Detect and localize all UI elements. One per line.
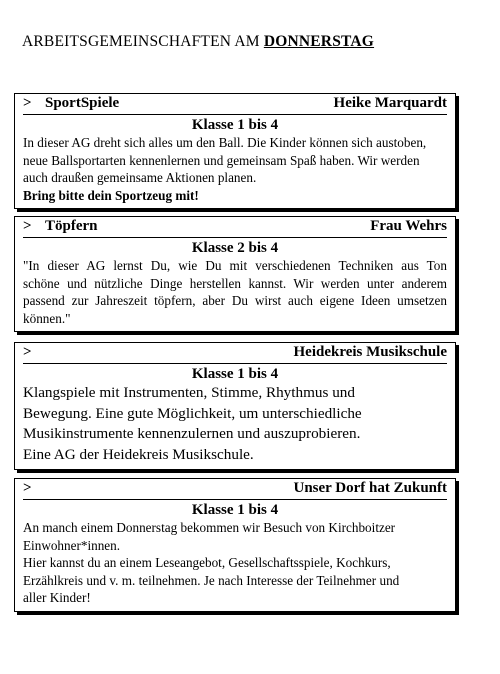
ag-note: Bring bitte dein Sportzeug mit! — [23, 187, 199, 203]
ag-title: SportSpiele — [45, 95, 120, 111]
arrow-marker: > — [23, 218, 32, 234]
ag-card-unser-dorf — [14, 478, 456, 612]
description-line: Hier kannst du an einem Leseangebot, Gesellschaftsspiele, Kochkurs, — [23, 555, 391, 570]
description-line: neue Ballsportarten kennenlernen und gemeinsam Spaß haben. Wir werden — [23, 152, 420, 168]
description-line: Musikinstrumente kennenzulernen und auszuprobieren. — [23, 425, 361, 442]
ag-grade: Klasse 1 bis 4 — [191, 502, 279, 518]
description-line: schöne und nützliche Dinge herstellen kannst. Wir werden unter anderem — [23, 275, 447, 291]
page-title-emphasis: DONNERSTAG — [263, 33, 375, 50]
ag-card-toepfern — [14, 216, 456, 332]
description-line: Einwohner*innen. — [23, 537, 121, 553]
description-line: "In dieser AG lernst Du, wie Du mit verschiedenen Techniken aus Ton — [23, 258, 447, 273]
description-line: In dieser AG dreht sich alles um den Ball. Die Kinder können sich austoben, — [23, 135, 427, 150]
ag-leader: Unser Dorf hat Zukunft — [293, 480, 447, 496]
description-line: Klangspiele mit Instrumenten, Stimme, Rhythmus und — [23, 384, 355, 401]
description-line: Eine AG der Heidekreis Musikschule. — [23, 445, 254, 463]
ag-description — [23, 519, 447, 607]
ag-card-sportspiele — [14, 93, 456, 209]
arrow-marker: > — [23, 95, 32, 111]
description-line: Erzählkreis und v. m. teilnehmen. Je nach Interesse der Teilnehmer und — [23, 572, 400, 588]
card-header — [23, 344, 447, 364]
ag-card-musikschule — [14, 342, 456, 470]
description-line: aller Kinder! — [23, 590, 91, 605]
card-header — [23, 218, 447, 238]
arrow-marker: > — [23, 344, 32, 360]
ag-description — [23, 383, 447, 465]
page-title-prefix: ARBEITSGEMEINSCHAFTEN AM — [22, 33, 264, 50]
ag-leader: Frau Wehrs — [370, 218, 447, 234]
ag-grade: Klasse 1 bis 4 — [191, 117, 279, 133]
card-header — [23, 95, 447, 115]
ag-description — [23, 134, 447, 204]
description-line: passend zur Jahreszeit töpfern, aber Du wirst auch eigene Ideen umsetzen — [23, 293, 447, 308]
page-title — [22, 33, 374, 51]
ag-leader: Heike Marquardt — [333, 95, 447, 111]
ag-title: Töpfern — [45, 218, 98, 234]
ag-description — [23, 257, 447, 327]
ag-grade: Klasse 2 bis 4 — [191, 240, 279, 256]
ag-leader: Heidekreis Musikschule — [293, 344, 447, 360]
description-line: An manch einem Donnerstag bekommen wir Besuch von Kirchboitzer — [23, 520, 396, 535]
description-line: Bewegung. Eine gute Möglichkeit, um unterschiedliche — [23, 404, 362, 422]
description-line: auch draußen gemeinsame Aktionen planen. — [23, 170, 257, 185]
ag-grade: Klasse 1 bis 4 — [191, 366, 279, 382]
description-line: können." — [23, 310, 71, 326]
card-header — [23, 480, 447, 500]
arrow-marker: > — [23, 480, 32, 496]
